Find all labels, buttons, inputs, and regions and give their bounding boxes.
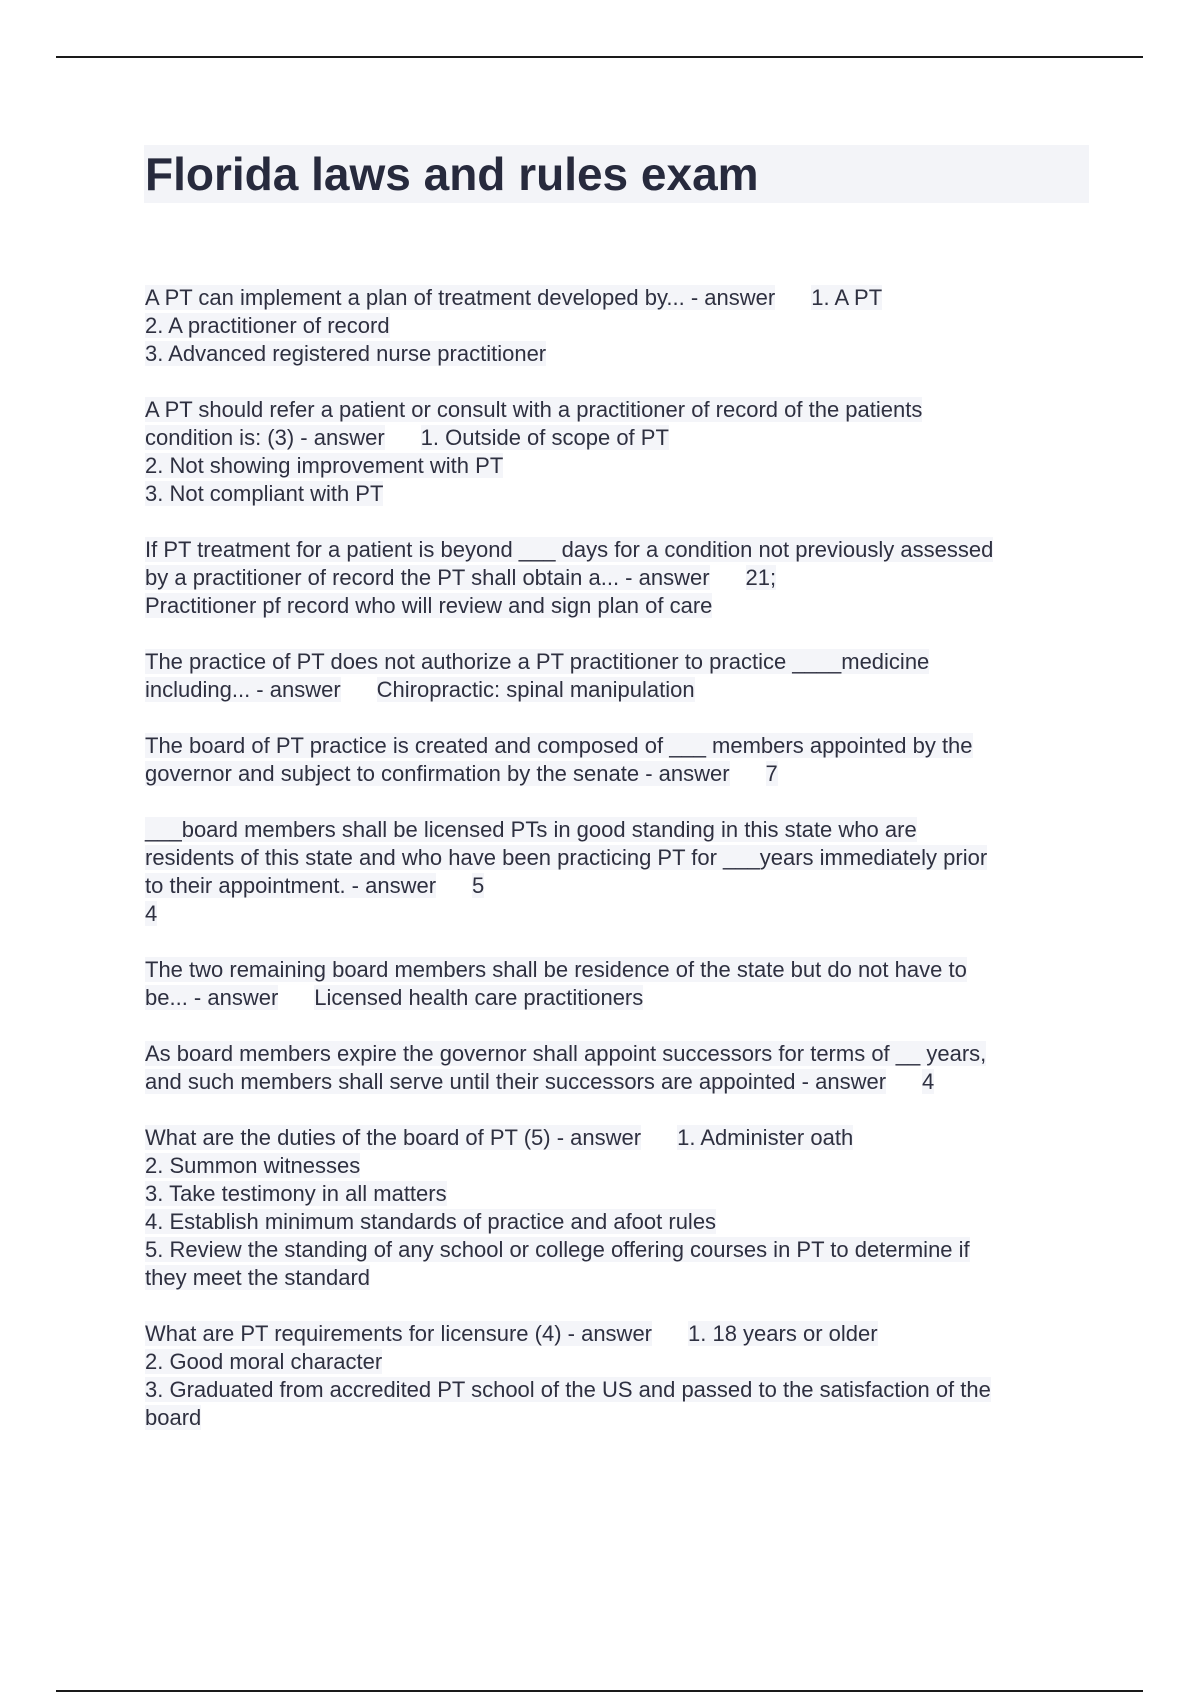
bottom-rule (56, 1690, 1143, 1692)
question-line (145, 648, 1095, 676)
question-text: A PT should refer a patient or consult with a practitioner of record of the patients (145, 397, 923, 422)
answer-text: 21; (745, 565, 777, 590)
question-text: As board members expire the governor shall appoint successors for terms of __ years, (145, 1041, 987, 1066)
answer-text: board (145, 1405, 202, 1430)
question-answer-line (145, 1320, 1095, 1348)
question-text: and such members shall serve until their successors are appointed - answer (145, 1069, 887, 1094)
answer-line (145, 1180, 1095, 1208)
question-line (145, 536, 1095, 564)
answer-line (145, 1236, 1095, 1264)
qa-item (145, 648, 1095, 704)
question-text: governor and subject to confirmation by the senate - answer (145, 761, 730, 786)
answer-line (145, 452, 1095, 480)
question-line (145, 844, 1095, 872)
answer-text: Practitioner pf record who will review and sign plan of care (145, 593, 713, 618)
answer-text: 4. Establish minimum standards of practice and afoot rules (145, 1209, 717, 1234)
question-answer-line (145, 1068, 1095, 1096)
question-text: The board of PT practice is created and composed of ___ members appointed by the (145, 733, 973, 758)
answer-text: they meet the standard (145, 1265, 371, 1290)
answer-text: 1. Outside of scope of PT (420, 425, 669, 450)
answer-text: 4 (145, 901, 158, 926)
answer-text: 3. Take testimony in all matters (145, 1181, 447, 1206)
answer-text: Chiropractic: spinal manipulation (376, 677, 695, 702)
answer-line (145, 1404, 1095, 1432)
question-text: to their appointment. - answer (145, 873, 437, 898)
question-answer-line (145, 760, 1095, 788)
answer-line (145, 1348, 1095, 1376)
question-text: residents of this state and who have been practicing PT for ___years immediately prior (145, 845, 988, 870)
question-line (145, 956, 1095, 984)
answer-line (145, 1376, 1095, 1404)
answer-text: 5 (472, 873, 485, 898)
qa-item (145, 284, 1095, 368)
answer-line (145, 340, 1095, 368)
answer-line (145, 312, 1095, 340)
qa-item (145, 1124, 1095, 1292)
answer-text: 2. Summon witnesses (145, 1153, 361, 1178)
answer-line (145, 1152, 1095, 1180)
answer-text: 3. Not compliant with PT (145, 481, 384, 506)
answer-line (145, 1208, 1095, 1236)
answer-text: 5. Review the standing of any school or college offering courses in PT to determine if (145, 1237, 970, 1262)
answer-text: 3. Advanced registered nurse practitioner (145, 341, 547, 366)
answer-text: Licensed health care practitioners (314, 985, 644, 1010)
answer-line (145, 900, 1095, 928)
question-text: What are the duties of the board of PT (5) - answer (145, 1125, 642, 1150)
question-text: including... - answer (145, 677, 341, 702)
answer-text: 3. Graduated from accredited PT school of the US and passed to the satisfaction of the (145, 1377, 991, 1402)
page-title: Florida laws and rules exam (145, 148, 759, 200)
question-line (145, 1040, 1095, 1068)
qa-item (145, 396, 1095, 508)
question-text: A PT can implement a plan of treatment developed by... - answer (145, 285, 776, 310)
question-text: be... - answer (145, 985, 279, 1010)
flashcard-list (145, 284, 1095, 1460)
answer-line (145, 1264, 1095, 1292)
answer-line (145, 480, 1095, 508)
top-rule (56, 56, 1143, 58)
qa-item (145, 732, 1095, 788)
question-line (145, 816, 1095, 844)
answer-text: 2. A practitioner of record (145, 313, 390, 338)
answer-text: 4 (922, 1069, 935, 1094)
question-answer-line (145, 1124, 1095, 1152)
question-line (145, 396, 1095, 424)
question-line (145, 732, 1095, 760)
question-text: ___board members shall be licensed PTs in good standing in this state who are (145, 817, 917, 842)
question-answer-line (145, 284, 1095, 312)
question-text: by a practitioner of record the PT shall obtain a... - answer (145, 565, 710, 590)
answer-text: 1. Administer oath (677, 1125, 854, 1150)
question-text: If PT treatment for a patient is beyond ___ days for a condition not previously assessed (145, 537, 994, 562)
qa-item (145, 1320, 1095, 1432)
answer-text: 7 (765, 761, 778, 786)
question-answer-line (145, 872, 1095, 900)
question-answer-line (145, 564, 1095, 592)
question-answer-line (145, 424, 1095, 452)
answer-line (145, 592, 1095, 620)
question-answer-line (145, 984, 1095, 1012)
qa-item (145, 816, 1095, 928)
answer-text: 1. A PT (811, 285, 883, 310)
question-text: What are PT requirements for licensure (4) - answer (145, 1321, 652, 1346)
question-text: The practice of PT does not authorize a PT practitioner to practice ____medicine (145, 649, 930, 674)
qa-item (145, 536, 1095, 620)
qa-item (145, 956, 1095, 1012)
question-text: The two remaining board members shall be residence of the state but do not have to (145, 957, 967, 982)
answer-text: 1. 18 years or older (688, 1321, 878, 1346)
answer-text: 2. Not showing improvement with PT (145, 453, 504, 478)
answer-text: 2. Good moral character (145, 1349, 383, 1374)
question-answer-line (145, 676, 1095, 704)
qa-item (145, 1040, 1095, 1096)
question-text: condition is: (3) - answer (145, 425, 385, 450)
